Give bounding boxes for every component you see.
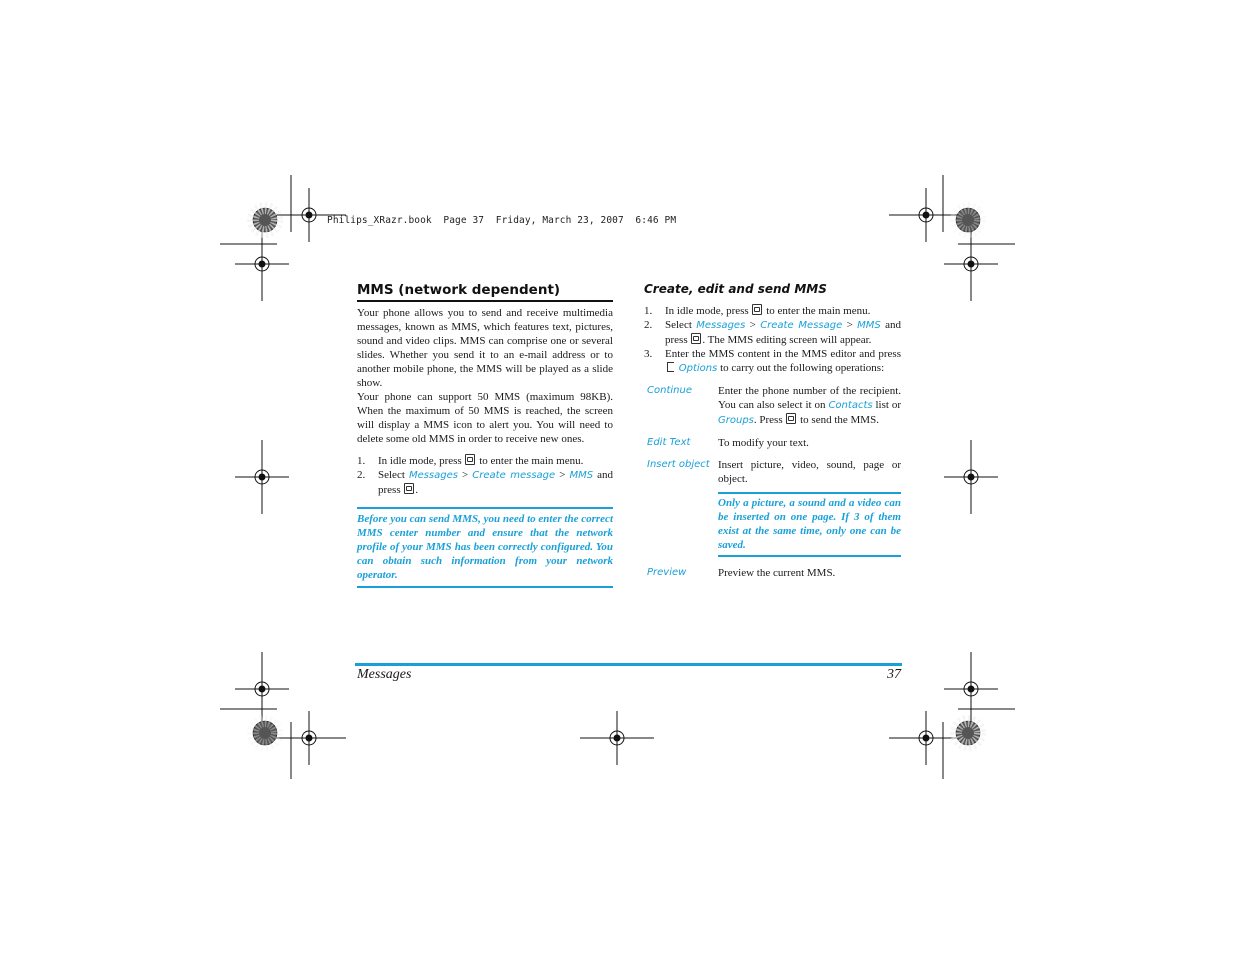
menu-link-mms: MMS — [857, 320, 881, 331]
right-column — [644, 282, 901, 580]
option-edit-text — [644, 436, 901, 450]
option-description: To modify your text. — [718, 437, 809, 449]
menu-link-messages: Messages — [696, 320, 746, 331]
option-description: Enter the phone number of the recipient. You can also select it on Contacts list or Groups. Press to send the MMS. — [718, 385, 902, 426]
option-term: Insert object — [647, 459, 710, 470]
option-description: Insert picture, video, sound, page or object. — [718, 459, 901, 485]
menu-link-create-message: Create Message — [760, 320, 843, 331]
ok-key-icon — [752, 304, 762, 315]
capacity-paragraph: Your phone can support 50 MMS (maximum 98KB). When the maximum of 50 MMS is reached, the screen will display a MMS icon to alert you. You will need to delete some old MMS in order to receive new ones. — [357, 391, 613, 445]
configuration-note: Before you can send MMS, you need to enter the correct MMS center number and ensure that the network profile of your MMS has been correctly configured. You can obtain such information from your network operator. — [357, 507, 613, 588]
menu-link-mms: MMS — [569, 470, 594, 481]
option-preview — [644, 566, 901, 580]
ok-key-icon — [404, 483, 414, 494]
footer-rule — [355, 663, 902, 666]
option-term: Edit Text — [647, 437, 691, 448]
list-item: 3. Enter the MMS content in the MMS editor and press Options to carry out the following operations: — [644, 348, 901, 374]
section-title: MMS (network dependent) — [357, 282, 613, 302]
option-continue — [644, 384, 901, 428]
menu-link-contacts: Contacts — [828, 400, 873, 411]
ok-key-icon — [465, 454, 475, 465]
footer-section-name: Messages — [357, 667, 412, 682]
right-steps — [644, 304, 901, 376]
menu-link-groups: Groups — [718, 415, 754, 426]
menu-link-messages: Messages — [408, 470, 458, 481]
left-steps — [357, 454, 613, 497]
list-item: 2. Select Messages > Create message > MMS and press . — [357, 469, 614, 496]
option-description: Preview the current MMS. — [718, 567, 836, 579]
ok-key-icon — [691, 333, 701, 344]
page-number: 37 — [887, 667, 901, 682]
list-item: 1. In idle mode, press to enter the main menu. — [644, 305, 871, 317]
option-term: Preview — [647, 567, 687, 578]
menu-link-create-message: Create message — [472, 470, 556, 481]
option-term: Continue — [647, 385, 692, 396]
book-header-line: Philips_XRazr.book Page 37 Friday, March 23, 2007 6:46 PM — [327, 215, 677, 226]
subsection-title: Create, edit and send MMS — [644, 282, 827, 296]
list-item: 1. In idle mode, press to enter the main menu. — [357, 455, 584, 467]
ok-key-icon — [786, 413, 796, 424]
option-insert-object — [644, 458, 901, 486]
intro-paragraph: Your phone allows you to send and receive multimedia messages, known as MMS, which features text, pictures, sound and video clips. MMS can comprise one or several slides. Whether you send it to an e-mail address or to another mobile phone, the MMS will be played as a slide show. — [357, 307, 613, 389]
insert-object-note: Only a picture, a sound and a video can be inserted on one page. If 3 of them exist at the same time, only one can be saved. — [718, 492, 901, 557]
left-softkey-icon — [667, 362, 674, 372]
list-item: 2. Select Messages > Create Message > MMS and press . The MMS editing screen will appear. — [644, 319, 901, 346]
left-column — [357, 282, 613, 588]
menu-link-options: Options — [678, 363, 718, 374]
